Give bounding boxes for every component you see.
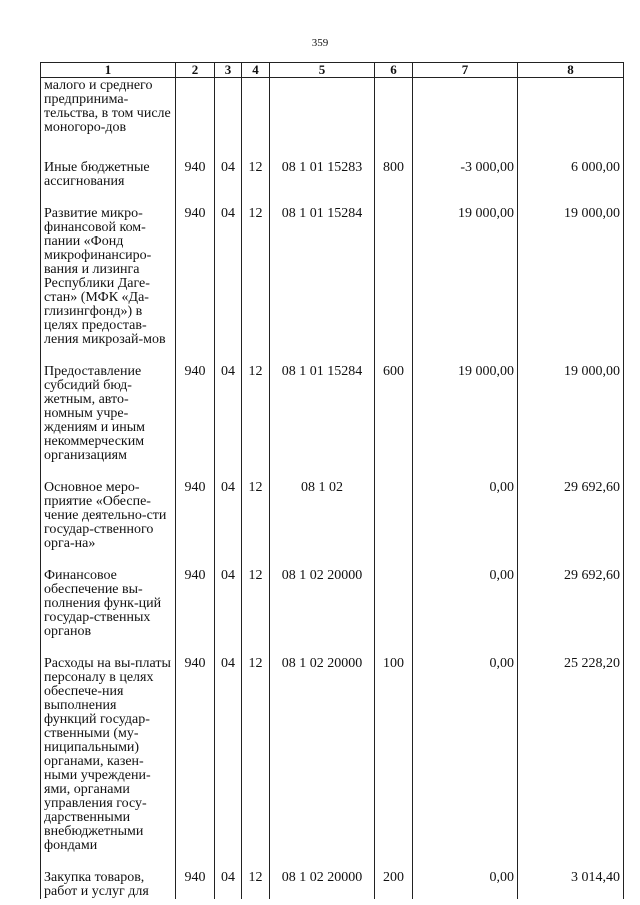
row-name: Финансовое обеспечение вы-полнения функ-ций государ-ственных органов [41, 569, 176, 657]
cell-ministry: 940 [176, 365, 215, 481]
cell-subsection: 12 [242, 161, 270, 207]
column-header: 1 [41, 63, 176, 78]
column-header: 7 [413, 63, 518, 78]
cell-subsection: 12 [242, 481, 270, 569]
cell-ministry: 940 [176, 481, 215, 569]
cell-expense-type [375, 481, 413, 569]
cell-total-amount: 19 000,00 [518, 365, 624, 481]
cell-expense-type: 100 [375, 657, 413, 871]
row-name: Развитие микро-финансовой ком-пании «Фонд микрофинансиро-вания и лизинга Республики Даге-стан» (МФК «Да-глизингфонд») в целях предостав-ления микрозай-мов [41, 207, 176, 365]
cell-change-amount: 0,00 [413, 481, 518, 569]
cell-target-article: 08 1 02 20000 [270, 569, 375, 657]
table-row [41, 207, 624, 365]
row-name: малого и среднего предпринима-тельства, в том числе моногоро-дов [41, 78, 176, 162]
cell-ministry: 940 [176, 657, 215, 871]
cell-total-amount: 29 692,60 [518, 569, 624, 657]
cell-target-article [270, 78, 375, 162]
cell-change-amount: 0,00 [413, 871, 518, 899]
column-header-row [41, 63, 624, 78]
column-header: 3 [215, 63, 242, 78]
row-name: Предоставление субсидий бюд-жетным, авто-номным учре-ждениям и иным некоммерческим организациям [41, 365, 176, 481]
cell-expense-type [375, 207, 413, 365]
row-name: Расходы на вы-платы персоналу в целях обеспече-ния выполнения функций государ-ственными (му-ниципальными) органами, казен-ными учреждени-ями, органами управления госу-дарственными внебюджетными фондами [41, 657, 176, 871]
cell-change-amount: -3 000,00 [413, 161, 518, 207]
row-name: Закупка товаров, работ и услуг для [41, 871, 176, 899]
table-row [41, 161, 624, 207]
cell-change-amount: 0,00 [413, 657, 518, 871]
cell-total-amount: 29 692,60 [518, 481, 624, 569]
page-number: 359 [311, 37, 329, 49]
cell-change-amount: 19 000,00 [413, 207, 518, 365]
cell-total-amount: 6 000,00 [518, 161, 624, 207]
column-header: 4 [242, 63, 270, 78]
table-row [41, 657, 624, 871]
cell-total-amount: 19 000,00 [518, 207, 624, 365]
cell-target-article: 08 1 01 15284 [270, 365, 375, 481]
cell-target-article: 08 1 01 15283 [270, 161, 375, 207]
cell-subsection: 12 [242, 871, 270, 899]
column-header: 8 [518, 63, 624, 78]
cell-section: 04 [215, 871, 242, 899]
cell-target-article: 08 1 01 15284 [270, 207, 375, 365]
cell-subsection: 12 [242, 657, 270, 871]
cell-change-amount: 0,00 [413, 569, 518, 657]
table-row [41, 365, 624, 481]
column-header: 5 [270, 63, 375, 78]
cell-total-amount: 25 228,20 [518, 657, 624, 871]
cell-section: 04 [215, 569, 242, 657]
cell-expense-type: 200 [375, 871, 413, 899]
column-header: 2 [176, 63, 215, 78]
column-header: 6 [375, 63, 413, 78]
cell-total-amount: 3 014,40 [518, 871, 624, 899]
cell-expense-type [375, 569, 413, 657]
row-name: Иные бюджетные ассигнования [41, 161, 176, 207]
table-row [41, 78, 624, 162]
cell-subsection: 12 [242, 569, 270, 657]
cell-expense-type [375, 78, 413, 162]
cell-ministry: 940 [176, 207, 215, 365]
cell-total-amount [518, 78, 624, 162]
cell-ministry: 940 [176, 161, 215, 207]
cell-target-article: 08 1 02 [270, 481, 375, 569]
cell-section: 04 [215, 207, 242, 365]
cell-target-article: 08 1 02 20000 [270, 871, 375, 899]
cell-section: 04 [215, 481, 242, 569]
cell-section: 04 [215, 657, 242, 871]
cell-subsection: 12 [242, 365, 270, 481]
cell-section: 04 [215, 161, 242, 207]
table-row [41, 481, 624, 569]
cell-ministry [176, 78, 215, 162]
cell-expense-type: 600 [375, 365, 413, 481]
budget-table [40, 62, 624, 899]
cell-section [215, 78, 242, 162]
cell-change-amount: 19 000,00 [413, 365, 518, 481]
cell-subsection [242, 78, 270, 162]
cell-expense-type: 800 [375, 161, 413, 207]
cell-ministry: 940 [176, 569, 215, 657]
cell-target-article: 08 1 02 20000 [270, 657, 375, 871]
row-name: Основное меро-приятие «Обеспе-чение деятельно-сти государ-ственного орга-на» [41, 481, 176, 569]
cell-subsection: 12 [242, 207, 270, 365]
table-row [41, 871, 624, 899]
cell-ministry: 940 [176, 871, 215, 899]
table-row [41, 569, 624, 657]
cell-section: 04 [215, 365, 242, 481]
cell-change-amount [413, 78, 518, 162]
